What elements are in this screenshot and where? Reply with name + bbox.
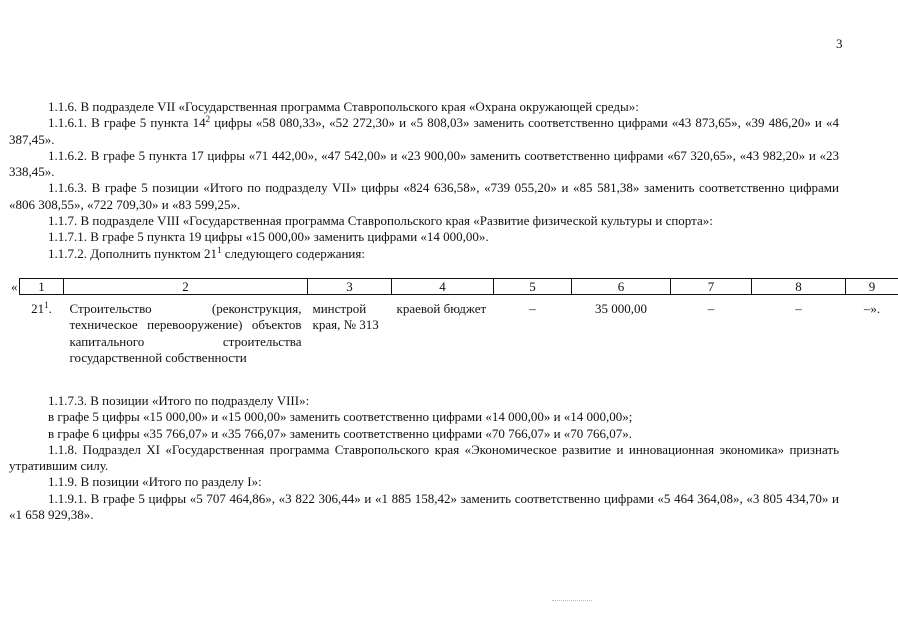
item-1-1-6-1-part-b: цифры «58 080,33», «52 272,30» и «5 808,03» заменить соответственно цифрами «43 873,65», «39 486,20» и «4 387,45». [9,115,839,147]
header-col-7: 7 [671,279,752,295]
table-open-quote: « [11,279,18,294]
row-col-5: – [529,301,536,316]
header-col-3: 3 [308,279,392,295]
row-col-6: 35 000,00 [595,301,647,316]
item-1-1-9-1: 1.1.9.1. В графе 5 цифры «5 707 464,86», «3 822 306,44» и «1 885 158,42» заменить соответственно цифрами «5 464 364,08», «3 805 434,70» и «1 658 929,38». [9,490,839,523]
program-table [19,278,898,366]
header-col-1: 1 [20,279,64,295]
item-1-1-6-1 [9,115,839,148]
insert-table [19,278,881,366]
header-col-2: 2 [64,279,308,295]
item-1-1-6-1-part-a: 1.1.6.1. В графе 5 пункта 14 [48,115,206,131]
item-1-1-7-2-superscript: 1 [216,244,222,255]
body-lower [9,393,839,523]
row-number-value: 21 [31,301,45,316]
header-col-5: 5 [494,279,572,295]
header-col-8: 8 [752,279,846,295]
body-upper [9,99,839,262]
row-col-8: – [795,301,802,316]
item-1-1-7-2-part-a: 1.1.7.2. Дополнить пунктом 21 [48,245,217,261]
table-header-row [20,279,898,295]
item-1-1-7: 1.1.7. В подразделе VIII «Государственная программа Ставропольского края «Развитие физической культуры и спорта»: [48,213,713,229]
item-1-1-6-1-superscript: 2 [205,114,211,125]
header-col-4: 4 [392,279,494,295]
row-number-superscript: 1 [44,300,49,310]
row-name: Строительство (реконструкция, техническое перевооружение) объектов капитального строительства государственной собственности [69,301,302,365]
row-executor: минстрой края, № 313 [312,301,379,333]
item-1-1-6: 1.1.6. В подразделе VII «Государственная программа Ставропольского края «Охрана окружающей среды»: [48,99,639,114]
row-source: краевой бюджет [396,301,487,316]
row-col-7: – [707,301,715,316]
item-1-1-7-1: 1.1.7.1. В графе 5 пункта 19 цифры «15 000,00» заменить цифрами «14 000,00». [48,229,489,245]
item-1-1-9: 1.1.9. В позиции «Итого по разделу I»: [48,474,262,490]
header-col-9: 9 [846,279,898,295]
item-1-1-7-2 [9,246,839,262]
row-col-9: –». [863,301,881,316]
item-1-1-7-2-part-b: следующего содержания: [221,245,365,261]
header-col-6: 6 [572,279,671,295]
row-number [20,295,64,367]
faint-mark [552,600,592,605]
item-1-1-6-2: 1.1.6.2. В графе 5 пункта 17 цифры «71 442,00», «47 542,00» и «23 900,00» заменить соответственно цифрами «67 320,65», «43 982,20» и «23 338,45». [9,147,839,180]
row-number-dot: . [48,301,52,316]
item-1-1-6-3: 1.1.6.3. В графе 5 позиции «Итого по подразделу VII» цифры «824 636,58», «739 055,20» и «85 581,38» заменить соответственно цифрами «806 308,55», «722 709,30» и «83 599,25». [9,180,839,212]
page-number: 3 [836,36,843,51]
item-1-1-7-3-line-2: в графе 6 цифры «35 766,07» и «35 766,07» заменить соответственно цифрами «70 766,07» и «70 766,07». [48,425,633,441]
item-1-1-7-3-line-1: в графе 5 цифры «15 000,00» и «15 000,00» заменить соответственно цифрами «14 000,00» и «14 000,00»; [48,409,633,425]
item-1-1-8: 1.1.8. Подраздел XI «Государственная программа Ставропольского края «Экономическое развитие и инновационная экономика» признать утратившим силу. [9,441,839,474]
item-1-1-7-3: 1.1.7.3. В позиции «Итого по подразделу VIII»: [48,393,310,408]
table-row [20,295,898,367]
